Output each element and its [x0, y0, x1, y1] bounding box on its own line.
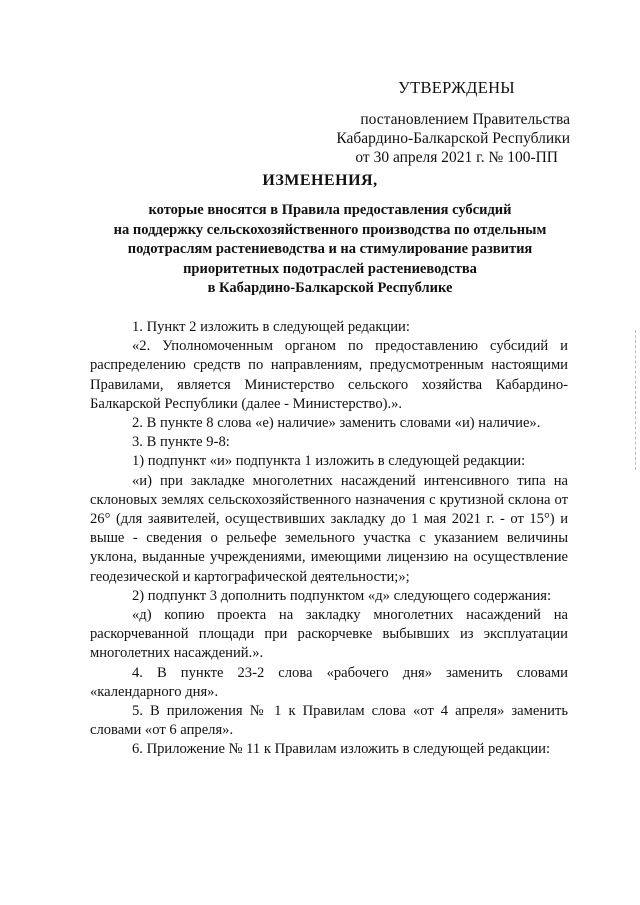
document-heading: ИЗМЕНЕНИЯ, — [262, 172, 378, 189]
approval-stamp — [336, 78, 570, 167]
scan-margin-mark — [635, 330, 638, 470]
subtitle-line: которые вносятся в Правила предоставления субсидий — [148, 202, 512, 218]
document-subtitle — [80, 201, 580, 299]
paragraph-subitem-1-text: «и) при закладке многолетних насаждений интенсивного типа на склоновых землях сельскохозяйственного назначения с крутизной склона от 26° (для заявителей, осуществивших закладку до 1 мая 2021 г. - от 15°) и выше - сведения о рельефе земельного участка с указанием величины уклона, выданные учреждениями, имеющими лицензию на осуществление геодезической и картографической деятельности;»; — [90, 472, 568, 585]
subtitle-line: приоритетных подотраслей растениеводства — [183, 260, 477, 277]
paragraph-subitem-1: 1) подпункт «и» подпункта 1 изложить в следующей редакции: — [132, 453, 526, 470]
approval-title: УТВЕРЖДЕНЫ — [398, 78, 515, 97]
subtitle-line: в Кабардино-Балкарской Республике — [207, 280, 453, 296]
paragraph-subitem-2: 2) подпункт 3 дополнить подпунктом «д» следующего содержания: — [132, 587, 552, 604]
paragraph-item-1-text: «2. Уполномоченным органом по предоставлению субсидий и распределению средств по направлениям, предусмотренным настоящими Правилами, является Министерство сельского хозяйства Кабардино-Балкарской Республики (далее - Министерство).». — [90, 338, 568, 412]
paragraph-item-4: 4. В пункте 23-2 слова «рабочего дня» заменить словами «календарного дня». — [90, 664, 568, 700]
paragraph-item-2: 2. В пункте 8 слова «е) наличие» заменить словами «и) наличие». — [132, 415, 541, 432]
subtitle-line: подотраслям растениеводства и на стимулирование развития — [127, 241, 533, 257]
paragraph-item-3: 3. В пункте 9-8: — [132, 434, 230, 451]
paragraph-item-5: 5. В приложения № 1 к Правилам слова «от 4 апреля» заменить словами «от 6 апреля». — [90, 703, 568, 739]
paragraph-item-1: 1. Пункт 2 изложить в следующей редакции: — [132, 319, 410, 335]
approval-line-2: Кабардино-Балкарской Республики — [336, 130, 570, 147]
paragraph-item-6: 6. Приложение № 11 к Правилам изложить в следующей редакции: — [132, 741, 551, 758]
document-body — [90, 318, 568, 760]
approval-line-1: постановлением Правительства — [360, 111, 570, 128]
subtitle-line: на поддержку сельскохозяйственного производства по отдельным — [113, 221, 547, 238]
paragraph-subitem-2-text: «д) копию проекта на закладку многолетних насаждений на раскорчеванной площади при раскорчевке выбывших из эксплуатации многолетних насаждений.». — [90, 607, 568, 662]
approval-line-3: от 30 апреля 2021 г. № 100-ПП — [355, 149, 558, 166]
